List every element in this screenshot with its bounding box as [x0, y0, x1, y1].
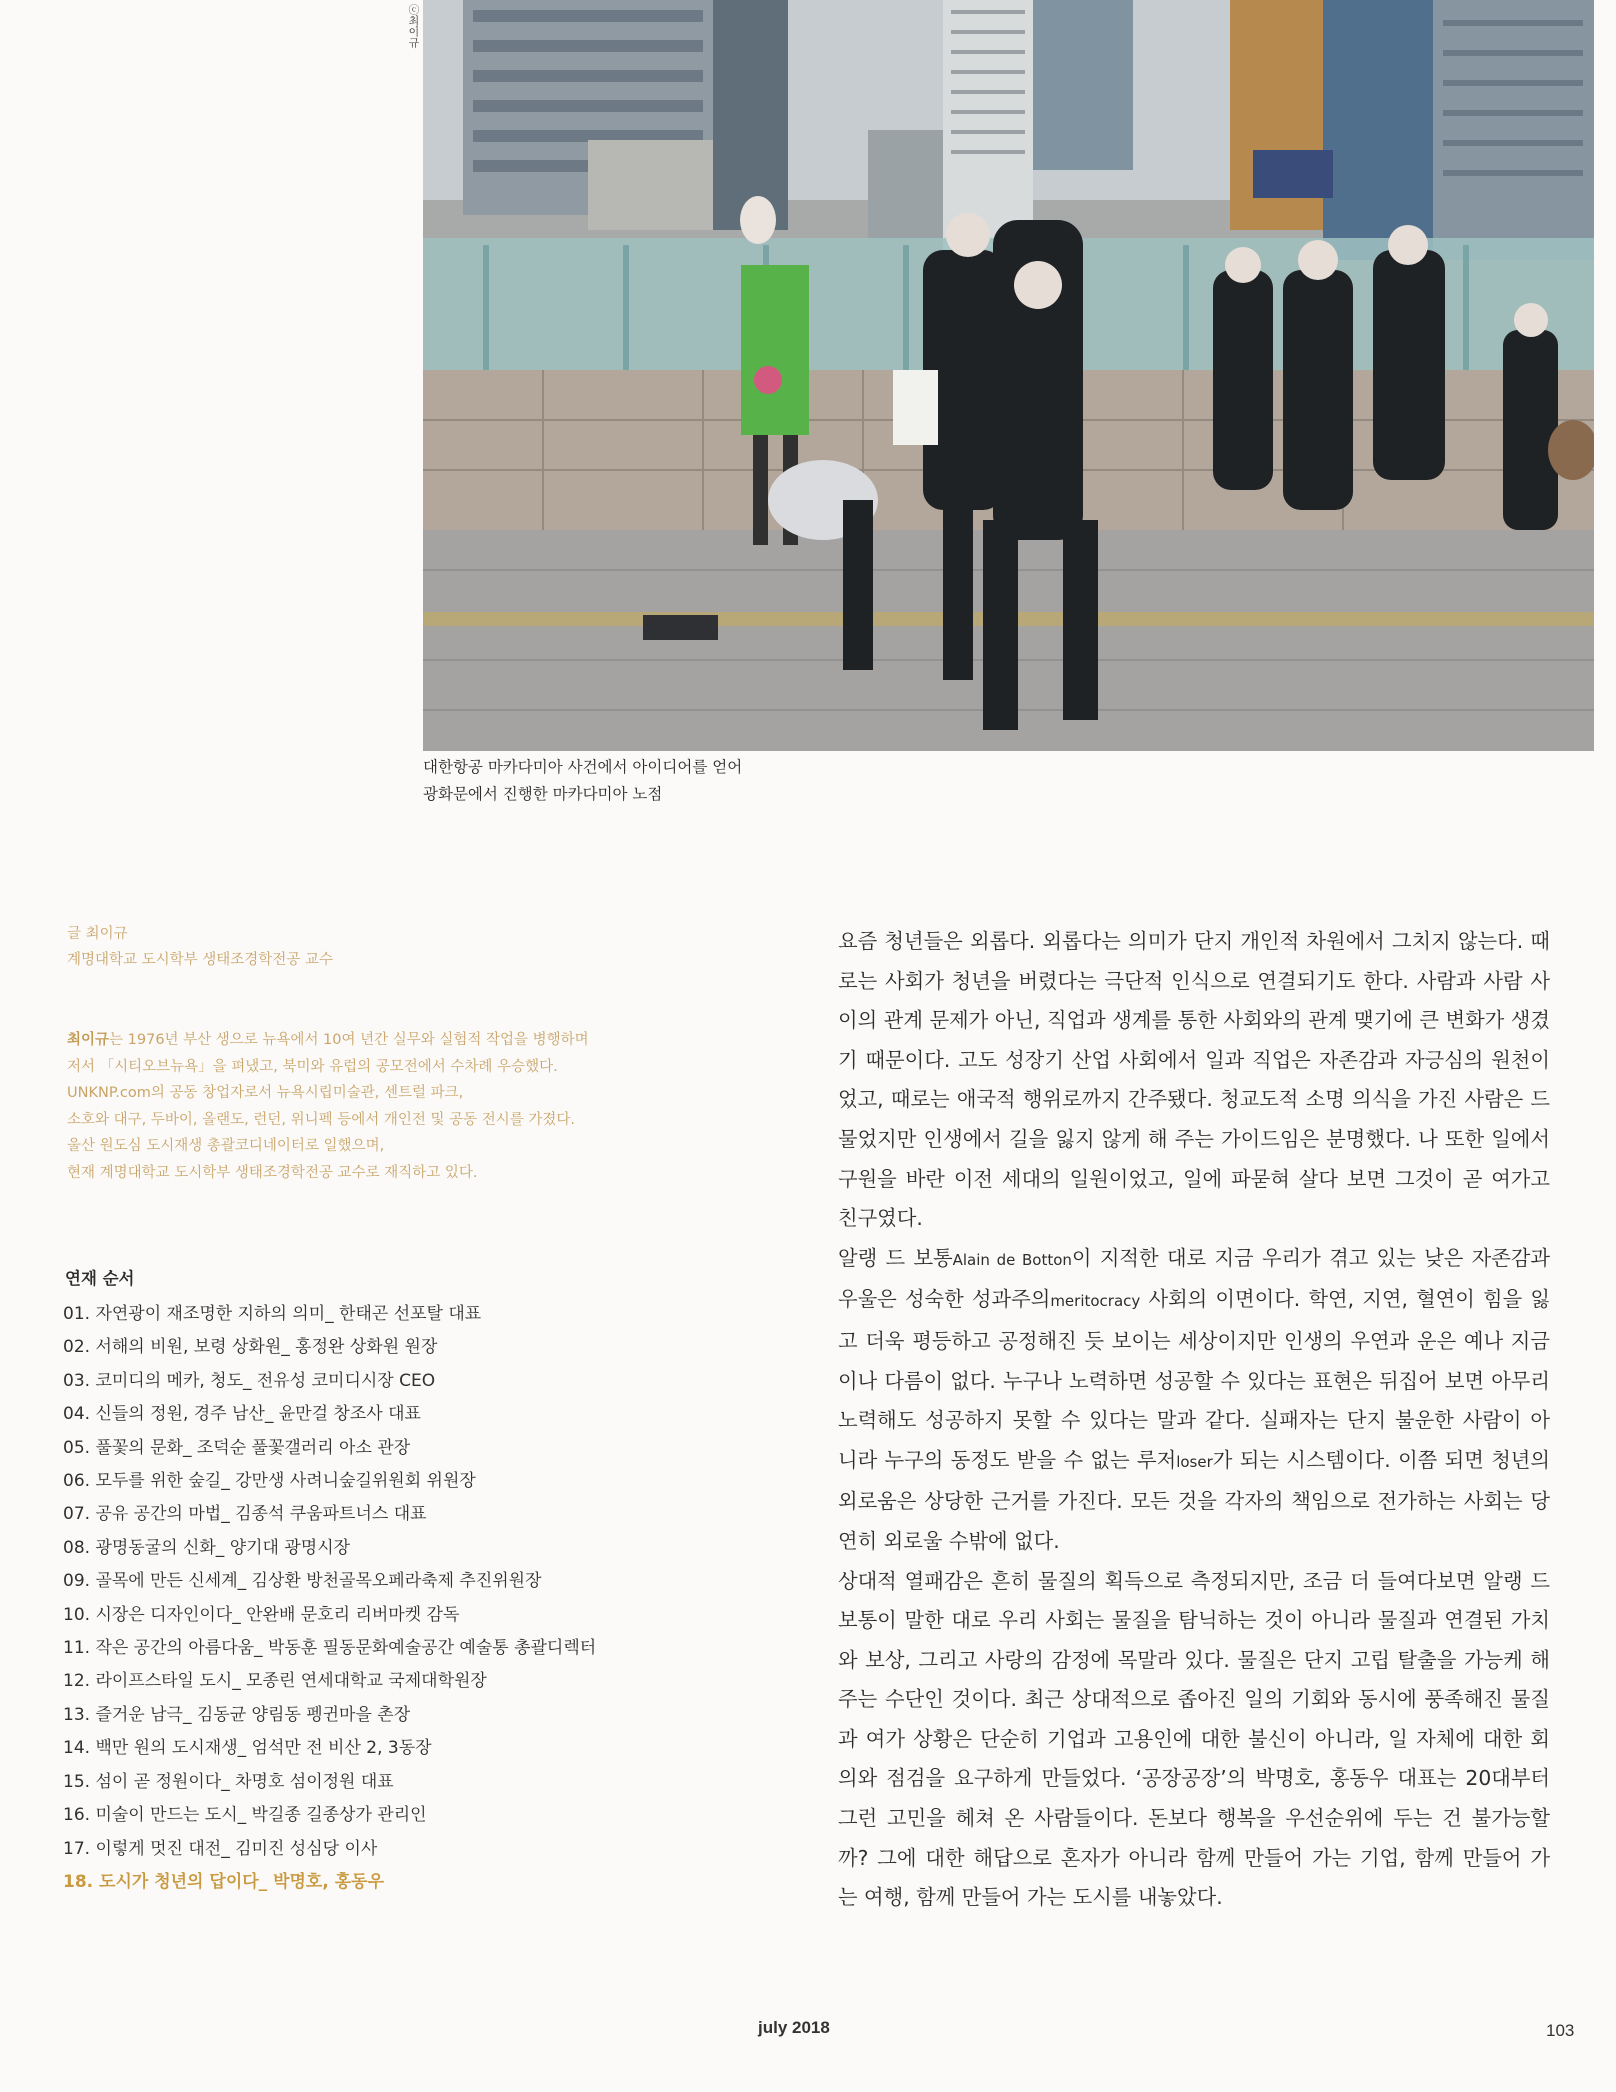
series-item: 17. 이렇게 멋진 대전_ 김미진 성심당 이사: [63, 1838, 378, 1859]
article-line: 그런 고민을 헤쳐 온 사람들이다. 돈보다 행복을 우선순위에 두는 건 불가능할: [838, 1806, 1550, 1831]
series-item: 05. 풀꽃의 문화_ 조덕순 풀꽃갤러리 아소 관장: [63, 1437, 411, 1458]
article-line: 의와 점검을 요구하게 만들었다. ‘공장공장’의 박명호, 홍동우 대표는 20대부터: [838, 1766, 1550, 1791]
series-item: 06. 모두를 위한 숲길_ 강만생 사려니숲길위원회 위원장: [63, 1471, 476, 1492]
article-text: 가 되는 시스템이다. 이쯤 되면 청년의: [1212, 1447, 1550, 1472]
article-line: 이의 관계 문제가 아닌, 직업과 생계를 통한 사회와의 관계 맺기에 큰 변화가 생겼: [838, 1008, 1550, 1033]
series-item: 09. 골목에 만든 신세계_ 김상환 방천골목오페라축제 추진위원장: [63, 1571, 542, 1592]
article-text: 니라 누구의 동정도 받을 수 없는 루저: [838, 1447, 1177, 1472]
series-list: [63, 1298, 683, 1899]
author-affiliation: 계명대학교 도시학부 생태조경학전공 교수: [67, 952, 333, 968]
article-line: 외로움은 상당한 근거를 가진다. 모든 것을 각자의 책임으로 전가하는 사회는 당: [838, 1489, 1550, 1514]
caption-line: 대한항공 마카다미아 사건에서 아이디어를 얻어: [423, 758, 743, 776]
article-line: 친구였다.: [838, 1206, 923, 1231]
article-body: [838, 922, 1550, 1918]
series-item: 14. 백만 원의 도시재생_ 엄석만 전 비산 2, 3동장: [63, 1738, 432, 1759]
article-text: 이 지적한 대로 지금 우리가 겪고 있는 낮은 자존감과: [1071, 1245, 1550, 1270]
article-line: 었고, 때로는 애국적 행위로까지 간주됐다. 청교도적 소명 의식을 가진 사람은 드: [838, 1087, 1550, 1112]
photo-credit: ⓒ최이규: [407, 4, 420, 48]
article-line: 와 보상, 그리고 사랑의 감정에 목말라 있다. 물질은 단지 고립 탈출을 가능케 해: [838, 1647, 1550, 1672]
bio-line: UNKNP.com의 공동 창업자로서 뉴욕시립미술관, 센트럴 파크,: [67, 1085, 464, 1101]
article-paragraph-2: [838, 1239, 1550, 1562]
photo-caption: [423, 754, 983, 808]
author-block: [67, 921, 587, 973]
street-photo: [423, 0, 1594, 751]
article-latin-term: meritocracy: [1050, 1292, 1141, 1311]
article-line: 주는 수단인 것이다. 최근 상대적으로 좁아진 일의 기회와 동시에 풍족해진 물질: [838, 1687, 1550, 1712]
series-item: 08. 광명동굴의 신화_ 양기대 광명시장: [63, 1537, 351, 1558]
series-item: 12. 라이프스타일 도시_ 모종린 연세대학교 국제대학원장: [63, 1671, 487, 1692]
bio-first-line: 는 1976년 부산 생으로 뉴욕에서 10여 년간 실무와 실험적 작업을 병행하며: [109, 1032, 589, 1048]
article-line: 로는 사회가 청년을 버렸다는 극단적 인식으로 연결되기도 한다. 사람과 사람 사: [838, 968, 1550, 993]
article-text: 알랭 드 보통: [838, 1245, 953, 1270]
series-item: 15. 섬이 곧 정원이다_ 차명호 섬이정원 대표: [63, 1771, 394, 1792]
article-line: 기 때문이다. 고도 성장기 산업 사회에서 일과 직업은 자존감과 자긍심의 원천이: [838, 1047, 1550, 1072]
series-item: 07. 공유 공간의 마법_ 김종석 쿠움파트너스 대표: [63, 1504, 427, 1525]
article-line: 는 여행, 함께 만들어 가는 도시를 내놓았다.: [838, 1885, 1223, 1910]
article-paragraph-3: [838, 1562, 1550, 1918]
bio-line: 현재 계명대학교 도시학부 생태조경학전공 교수로 재직하고 있다.: [67, 1164, 478, 1181]
bio-name: 최이규: [67, 1032, 110, 1048]
article-text: 우울은 성숙한 성과주의: [838, 1287, 1051, 1312]
series-item: 01. 자연광이 재조명한 지하의 의미_ 한태곤 선포탈 대표: [63, 1304, 482, 1324]
article-latin-term: Alain de Botton: [952, 1250, 1072, 1269]
article-line: 고 더욱 평등하고 공정해진 듯 보이는 세상이지만 인생의 우연과 운은 예나 지금: [838, 1328, 1550, 1353]
bio-line: [67, 1027, 647, 1054]
article-line: [838, 1239, 1550, 1281]
article-line: 이나 다름이 없다. 누구나 노력하면 성공할 수 있다는 표현은 뒤집어 보면 아무리: [838, 1368, 1550, 1393]
article-line: [838, 1441, 1550, 1483]
series-item: 10. 시장은 디자인이다_ 안완배 문호리 리버마켓 감독: [63, 1604, 460, 1625]
series-item-current: 18. 도시가 청년의 답이다_ 박명호, 홍동우: [63, 1871, 384, 1892]
article-line: 구원을 바란 이전 세대의 일원이었고, 일에 파묻혀 살다 보면 그것이 곧 여가고: [838, 1166, 1550, 1191]
author-bio: [67, 1027, 647, 1186]
article-line: 과 여가 상황은 단순히 기업과 고용인에 대한 불신이 아니라, 일 자체에 대한 회: [838, 1726, 1550, 1751]
bio-line: 울산 원도심 도시재생 총괄코디네이터로 일했으며,: [67, 1138, 385, 1154]
article-paragraph-1: [838, 922, 1550, 1239]
article-line: 물었지만 인생에서 길을 잃지 않게 해 주는 가이드임은 분명했다. 나 또한 일에서: [838, 1126, 1550, 1151]
footer-issue: july 2018: [758, 2018, 830, 2037]
article-line: [838, 1280, 1550, 1322]
series-title: 연재 순서: [65, 1269, 135, 1288]
series-item: 13. 즐거운 남극_ 김동균 양림동 펭귄마을 촌장: [63, 1704, 411, 1725]
article-line: 노력해도 성공하지 못할 수 있다는 말과 같다. 실패자는 단지 불운한 사람이 아: [838, 1408, 1550, 1433]
article-line: 연히 외로울 수밖에 없다.: [838, 1528, 1060, 1553]
article-line: 요즘 청년들은 외롭다. 외롭다는 의미가 단지 개인적 차원에서 그치지 않는다. 때: [838, 929, 1550, 953]
page-number: 103: [1546, 2021, 1575, 2040]
bio-line: 저서 「시티오브뉴욕」을 펴냈고, 북미와 유럽의 공모전에서 수차례 우승했다.: [67, 1058, 558, 1075]
series-item: 03. 코미디의 메카, 청도_ 전유성 코미디시장 CEO: [63, 1370, 436, 1391]
street-photo-illustration: [423, 0, 1594, 751]
series-item: 11. 작은 공간의 아름다움_ 박동훈 필동문화예술공간 예술통 총괄디렉터: [63, 1638, 597, 1659]
caption-line: 광화문에서 진행한 마카다미아 노점: [423, 785, 663, 803]
author-byline: 글 최이규: [67, 926, 128, 942]
article-line: 까? 그에 대한 해답으로 혼자가 아니라 함께 만들어 가는 기업, 함께 만들어 가: [838, 1845, 1550, 1870]
article-latin-term: loser: [1176, 1452, 1213, 1471]
series-item: 02. 서해의 비원, 보령 상화원_ 홍정완 상화원 원장: [63, 1337, 438, 1358]
article-text: 사회의 이면이다. 학연, 지연, 혈연이 힘을 잃: [1140, 1287, 1551, 1312]
series-item: 16. 미술이 만드는 도시_ 박길종 길종상가 관리인: [63, 1805, 427, 1826]
series-item: 04. 신들의 정원, 경주 남산_ 윤만걸 창조사 대표: [63, 1404, 421, 1425]
article-line: 상대적 열패감은 흔히 물질의 획득으로 측정되지만, 조금 더 들여다보면 알랭 드: [838, 1568, 1550, 1593]
bio-line: 소호와 대구, 두바이, 올랜도, 런던, 위니펙 등에서 개인전 및 공동 전시를 가졌다.: [67, 1111, 575, 1128]
article-line: 보통이 말한 대로 우리 사회는 물질을 탐닉하는 것이 아니라 물질과 연결된 가치: [838, 1608, 1550, 1633]
